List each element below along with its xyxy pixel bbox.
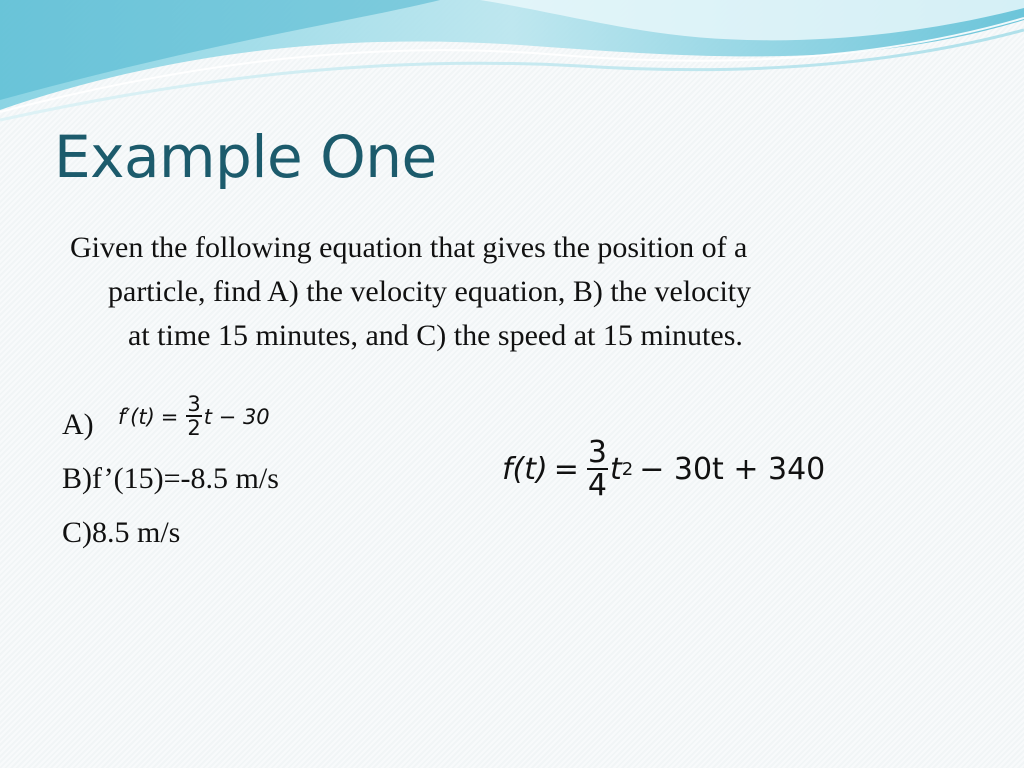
answer-a-label: A) [62, 408, 94, 441]
problem-line: particle, find A) the velocity equation, B) the velocity [108, 275, 752, 308]
slide-title: Example One [54, 123, 437, 191]
answer-b: B)f’(15)=-8.5 m/s [62, 462, 279, 495]
position-variable: t [609, 452, 622, 487]
fraction-numerator: 3 [187, 392, 201, 416]
position-rest: − 30t + 340 [639, 452, 826, 487]
position-equals: = [553, 452, 579, 487]
derivative-fraction [186, 394, 201, 439]
fraction-denominator: 4 [587, 468, 607, 503]
wave-decoration [0, 0, 1024, 130]
position-equation [502, 435, 826, 503]
derivative-equation [118, 394, 270, 439]
position-lhs: f(t) [502, 452, 548, 487]
derivative-equals: = [160, 404, 179, 429]
problem-line: Given the following equation that gives the position of a [70, 231, 748, 264]
derivative-lhs: f′(t) [118, 404, 155, 429]
answer-c: C)8.5 m/s [62, 516, 181, 549]
derivative-rest: t − 30 [203, 404, 270, 429]
problem-line: at time 15 minutes, and C) the speed at 15 minutes. [128, 319, 743, 352]
fraction-denominator: 2 [187, 416, 201, 440]
fraction-numerator: 3 [587, 435, 607, 470]
problem-statement [70, 226, 970, 358]
position-exponent: 2 [621, 459, 634, 480]
position-fraction [587, 435, 608, 503]
